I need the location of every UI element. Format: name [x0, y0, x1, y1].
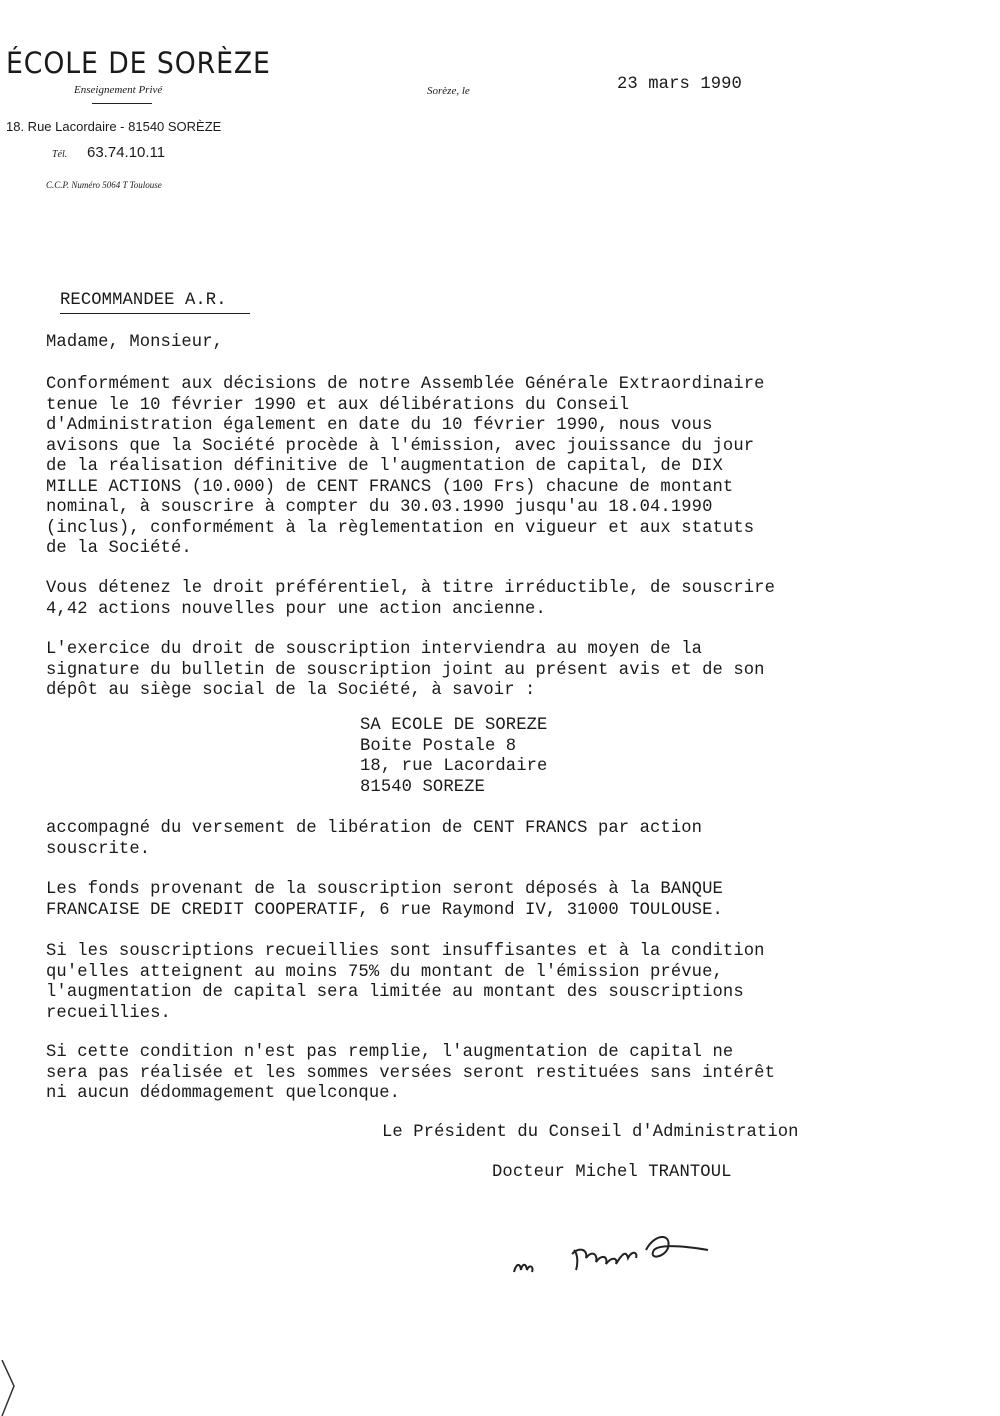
signatory-title: Le Président du Conseil d'Administration — [382, 1123, 799, 1142]
paragraph-non-remplie: Si cette condition n'est pas remplie, l'augmentation de capital ne sera pas réalisée et les sommes versées seront restituées sans intérêt ni aucun dédommagement quelconque. — [46, 1043, 775, 1103]
recommandee-underline — [60, 313, 250, 314]
letter-date: 23 mars 1990 — [617, 75, 742, 94]
letterhead-divider — [92, 103, 152, 104]
signatory-name: Docteur Michel TRANTOUL — [492, 1163, 732, 1182]
letterhead-tel-label: Tél. — [52, 149, 68, 160]
paragraph-emission: Conformément aux décisions de notre Assemblée Générale Extraordinaire tenue le 10 février 1990 et aux délibérations du Conseil d'Administration également en date du 10 février 1990, nous vous avisons que la Société procède à l'émission, avec jouissance du jour de la réalisation définitive de l'augmentation de capital, de DIX MILLE ACTIONS (10.000) de CENT FRANCS (100 Frs) chacune de montant nominal, à souscrire à compter du 30.03.1990 jusqu'au 18.04.1990 (inclus), conformément à la règlementation en vigueur et aux statuts de la Société. — [46, 375, 765, 558]
page-edge-mark — [0, 1360, 30, 1416]
letterhead-tel: 63.74.10.11 — [87, 144, 166, 161]
paragraph-droit-preferentiel: Vous détenez le droit préférentiel, à titre irréductible, de souscrire 4,42 actions nouvelles pour une action ancienne. — [46, 579, 775, 619]
salutation: Madame, Monsieur, — [46, 333, 224, 352]
paragraph-fonds: Les fonds provenant de la souscription seront déposés à la BANQUE FRANCAISE DE CREDIT COOPERATIF, 6 rue Raymond IV, 31000 TOULOUSE. — [46, 880, 723, 920]
paragraph-conditions: Si les souscriptions recueillies sont insuffisantes et à la condition qu'elles atteignent au moins 75% du montant de l'émission prévue, l'augmentation de capital sera limitée au montant des souscriptions recueillies. — [46, 942, 765, 1023]
letterhead-school-name: ÉCOLE DE SORÈZE — [6, 46, 271, 80]
letterhead-address: 18. Rue Lacordaire - 81540 SORÈZE — [6, 119, 222, 134]
handwritten-signature — [508, 1210, 738, 1300]
letterhead-ccp: C.C.P. Numéro 5064 T Toulouse — [46, 180, 162, 190]
address-block: SA ECOLE DE SOREZE Boite Postale 8 18, rue Lacordaire 81540 SOREZE — [360, 716, 548, 797]
letterhead-subtitle: Enseignement Privé — [74, 84, 163, 96]
paragraph-versement: accompagné du versement de libération de CENT FRANCS par action souscrite. — [46, 819, 703, 859]
paragraph-exercice: L'exercice du droit de souscription interviendra au moyen de la signature du bulletin de souscription joint au présent avis et de son dépôt au siège social de la Société, à savoir : — [46, 640, 765, 700]
place-line: Sorèze, le — [427, 85, 470, 97]
recommandee-heading: RECOMMANDEE A.R. — [60, 291, 227, 310]
